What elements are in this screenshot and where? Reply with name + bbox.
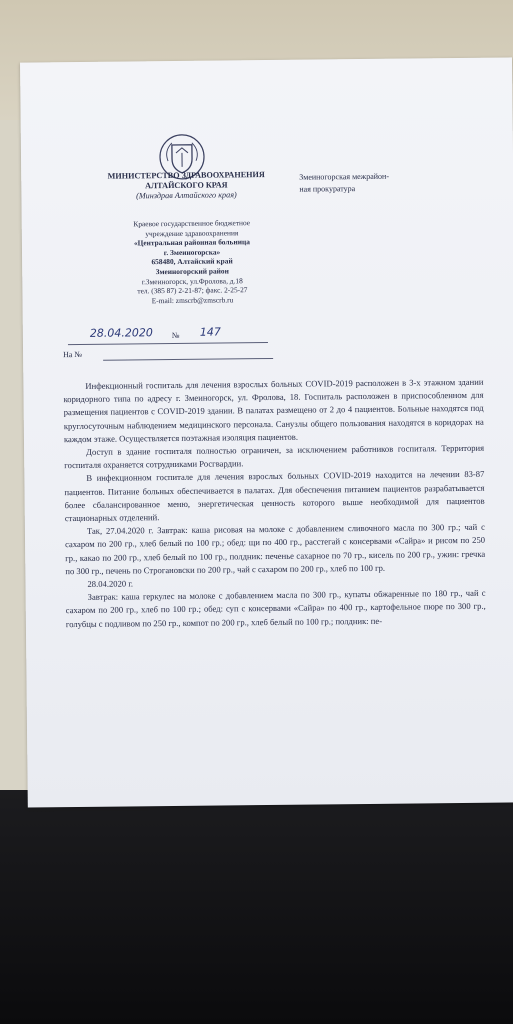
institution-block: [82, 218, 303, 307]
ministry-title: МИНИСТЕРСТВО ЗДРАВООХРАНЕНИЯ: [107, 170, 265, 181]
paragraph: Так, 27.04.2020 г. Завтрак: каша рисовая на молоке с добавлением сливочного масла по 300 гр.; чай с сахаром по 200 гр., хлеб белый по 100 гр.; обед: щи по 400 гр., расстегай с консервами «Сайра» и рисом по 250 гр., какао по 200 гр., хлеб белый по 100 гр., полдник: печенье сахарное по 70 гр., кисель по 200 гр., ужин: гречка по 300 гр., печень по Строгановски по 200 гр., чай с сахаром по 200 гр., хлеб по 100 гр.: [65, 521, 486, 576]
registration-date: 28.04.2020: [89, 326, 153, 340]
date-heading: 28.04.2020 г.: [87, 578, 134, 589]
paragraph: Доступ в здание госпиталя полностью ограничен, за исключением работников госпиталя. Территория госпиталя охраняется сотрудниками Росгвардии.: [64, 442, 485, 471]
ministry-block: [71, 170, 301, 202]
email-line: E-mail: zmscrb@zmscrb.ru: [151, 295, 234, 305]
addressee-block: [299, 170, 459, 196]
addressee-line: ная прокуратура: [299, 184, 356, 194]
addressee-line: Змеиногорская межрайон-: [299, 171, 390, 182]
paragraph: Завтрак: каша геркулес на молоке с добавлением масла по 300 гр., купаты обжаренные по 180 гр., чай с сахаром по 200 гр., хлеб по 100 гр.; обед: суп с консервами «Сайра» по 400 гр., картофельное пюре по 300 гр., голубцы с подливом по 250 гр., компот по 200 гр., хлеб белый по 100 гр.; полдник: пе-: [65, 587, 486, 629]
paragraph: Инфекционный госпиталь для лечения взрослых больных COVID-2019 расположен в 3-х этажном здании коридорного типа по адресу г. Змеиногорск, ул. Фролова, 18. Госпиталь расположен в приспособленном для размещения пациентов с COVID-2019 здании. В палатах размещено от 2 до 4 пациентов. Больные находятся под круглосуточным наблюдением медицинского персонала. Санузлы общего пользования находятся в коридорах на каждом этаже. Осуществляется поэтажная изоляция пациентов.: [63, 376, 484, 444]
institution-line: учреждение здравоохранения: [145, 227, 239, 238]
reference-line: [63, 348, 273, 364]
letter-body: [63, 376, 486, 631]
institution-name: г. Змеиногорска»: [163, 247, 221, 257]
institution-name: «Центральная районная больница: [133, 237, 250, 248]
registration-number: 147: [199, 325, 221, 339]
dark-background: [0, 790, 513, 1024]
address-line: 658480, Алтайский край: [151, 256, 233, 267]
address-line: г.Змеиногорск, ул.Фролова, д.18: [141, 275, 243, 286]
registration-line: [68, 325, 268, 345]
phone-line: тел. (385 87) 2-21-87; факс. 2-25-27: [137, 285, 248, 296]
document-page: [20, 57, 513, 807]
institution-line: Краевое государственное бюджетное: [133, 218, 251, 229]
number-label: №: [171, 330, 180, 341]
ministry-short: (Минздрав Алтайского края): [136, 190, 237, 201]
paragraph: В инфекционном госпитале для лечения взрослых больных COVID-2019 находится на лечении 83-87 пациентов. Питание больных обеспечивается в палатах. Для обеспечения питанием пациентов разрабатывается более сбалансированное меню, энергетическая ценность которого выше необходимой для пациентов стационарных отделений.: [64, 469, 485, 524]
reference-rule: [103, 358, 273, 361]
address-line: Змеиногорский район: [155, 266, 229, 277]
reference-label: На №: [63, 349, 83, 360]
ministry-region: АЛТАЙСКОГО КРАЯ: [145, 180, 228, 191]
